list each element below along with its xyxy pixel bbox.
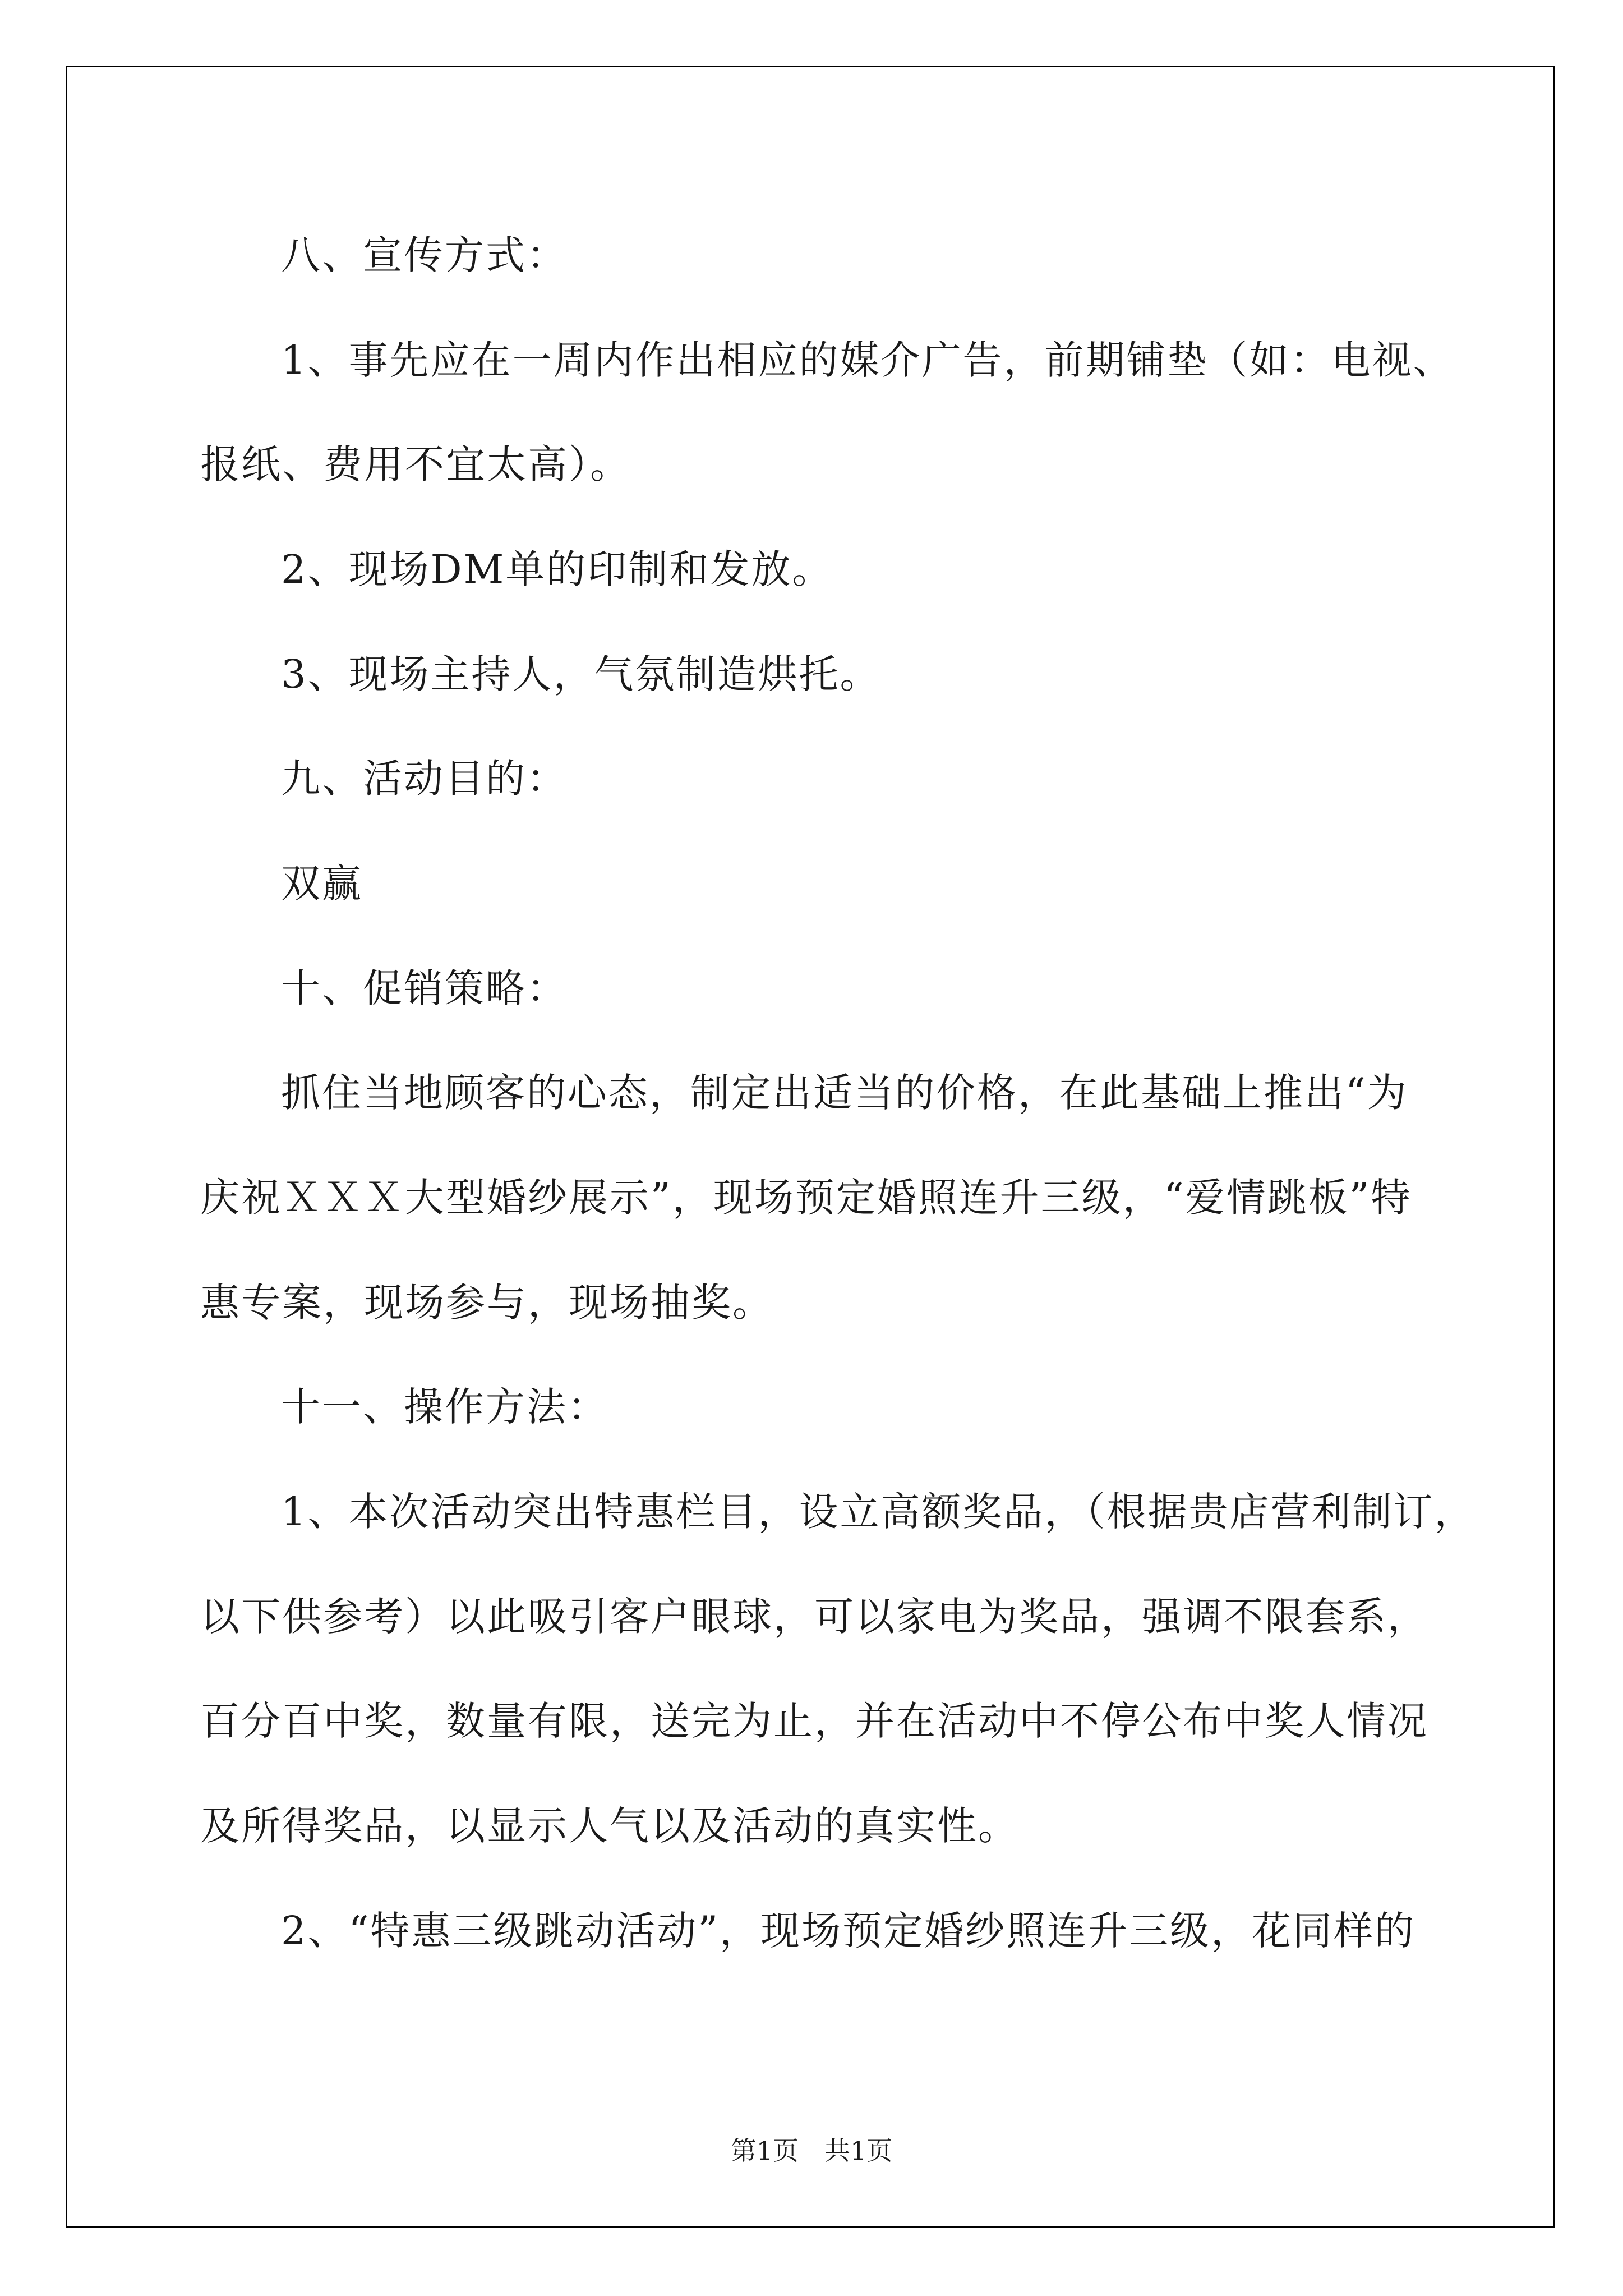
text-line-2: 1、事先应在一周内作出相应的媒介广告，前期铺垫（如：电视、 <box>281 337 1454 383</box>
page-number-footer: 第1页 共1页 <box>730 2136 893 2166</box>
text-line-6: 九、活动目的： <box>281 756 568 802</box>
page-frame <box>66 66 1555 2228</box>
text-line-7: 双赢 <box>281 861 363 907</box>
text-line-10: 庆祝ＸＸＸ大型婚纱展示”，现场预定婚照连升三级，“爱情跳板”特 <box>200 1175 1412 1221</box>
text-line-11: 惠专案，现场参与，现场抽奖。 <box>200 1280 773 1326</box>
text-line-8: 十、促销策略： <box>281 965 568 1011</box>
text-line-1: 八、宣传方式： <box>281 232 568 278</box>
text-line-5: 3、现场主持人，气氛制造烘托。 <box>281 651 881 697</box>
text-line-17: 2、“特惠三级跳动活动”，现场预定婚纱照连升三级，花同样的 <box>281 1908 1416 1954</box>
text-line-3: 报纸、费用不宜太高）。 <box>200 441 631 487</box>
text-line-12: 十一、操作方法： <box>281 1384 608 1430</box>
text-line-16: 及所得奖品，以显示人气以及活动的真实性。 <box>200 1803 1019 1849</box>
text-line-14: 以下供参考）以此吸引客户眼球，可以家电为奖品，强调不限套系， <box>200 1594 1428 1640</box>
text-line-15: 百分百中奖，数量有限，送完为止，并在活动中不停公布中奖人情况 <box>200 1698 1428 1744</box>
text-line-13: 1、本次活动突出特惠栏目，设立高额奖品，（根据贵店营利制订， <box>281 1489 1476 1535</box>
text-line-4: 2、现场DM单的印制和发放。 <box>281 546 833 592</box>
text-line-9: 抓住当地顾客的心态，制定出适当的价格，在此基础上推出“为 <box>281 1070 1408 1116</box>
